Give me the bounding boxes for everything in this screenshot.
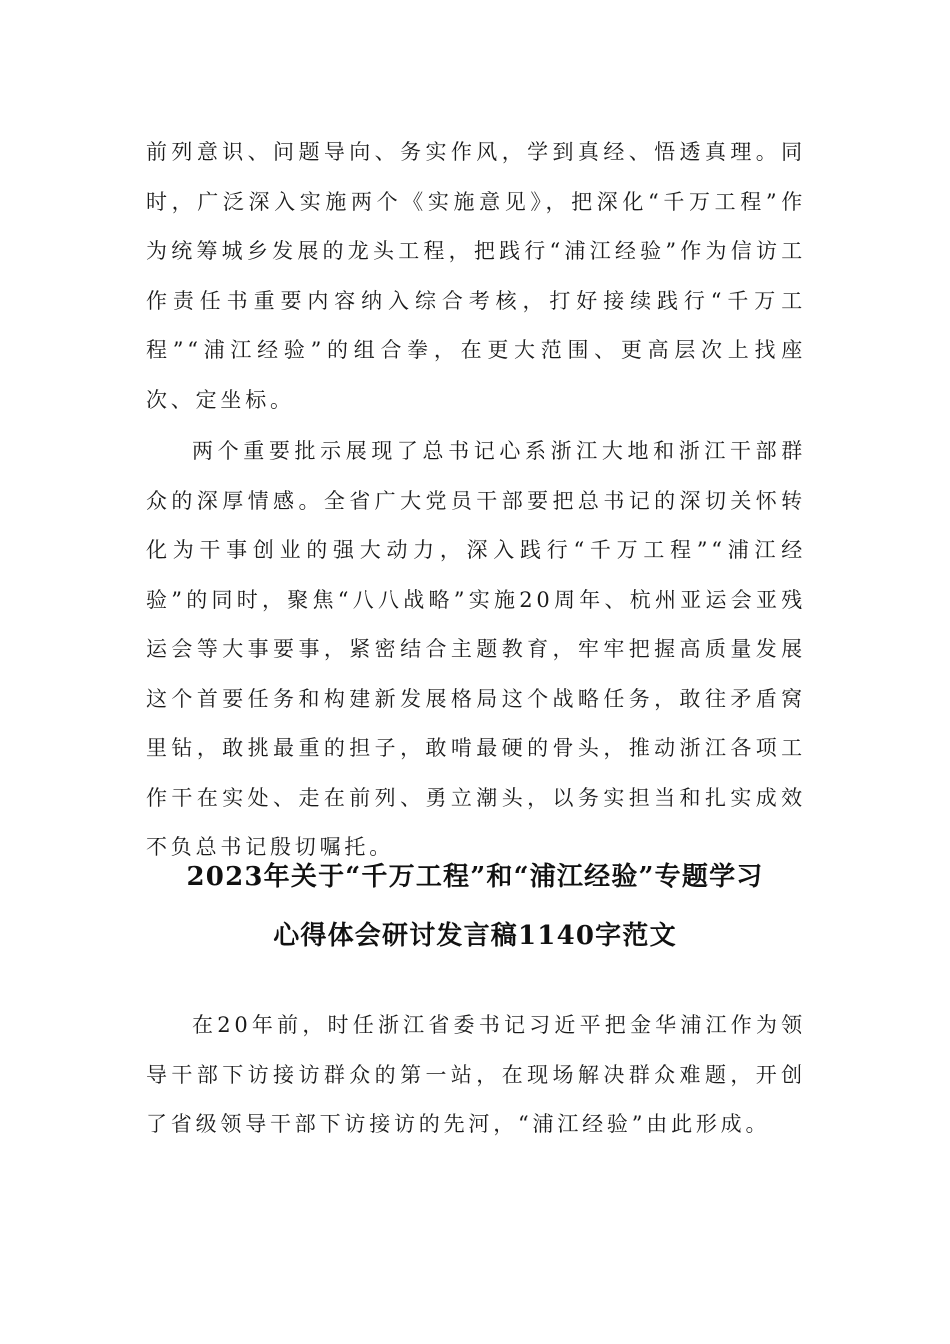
body-paragraph-continued: 前列意识、问题导向、务实作风，学到真经、悟透真理。同时，广泛深入实施两个《实施意见》，把深化“千万工程”作为统筹城乡发展的龙头工程，把践行“浦江经验”作为信访工作责任书重要内容纳入综合考核，打好接续践行“千万工程”“浦江经验”的组合拳，在更大范围、更高层次上找座次、定坐标。 (146, 140, 806, 412)
article-title (100, 848, 850, 966)
article-title-line-2: 心得体会研讨发言稿1140字范文 (273, 921, 677, 951)
body-paragraph: 在20年前，时任浙江省委书记习近平把金华浦江作为领导干部下访接访群众的第一站，在现场解决群众难题，开创了省级领导干部下访接访的先河，“浦江经验”由此形成。 (146, 1013, 806, 1136)
body-paragraph: 两个重要批示展现了总书记心系浙江大地和浙江干部群众的深厚情感。全省广大党员干部要把总书记的深切关怀转化为干事创业的强大动力，深入践行“千万工程”“浦江经验”的同时，聚焦“八八战略”实施20周年、杭州亚运会亚残运会等大事要事，紧密结合主题教育，牢牢把握高质量发展这个首要任务和构建新发展格局这个战略任务，敢往矛盾窝里钻，敢挑最重的担子，敢啃最硬的骨头，推动浙江各项工作干在实处、走在前列、勇立潮头，以务实担当和扎实成效不负总书记殷切嘱托。 (146, 439, 806, 859)
article-title-line-1: 2023年关于“千万工程”和“浦江经验”专题学习 (186, 862, 764, 892)
